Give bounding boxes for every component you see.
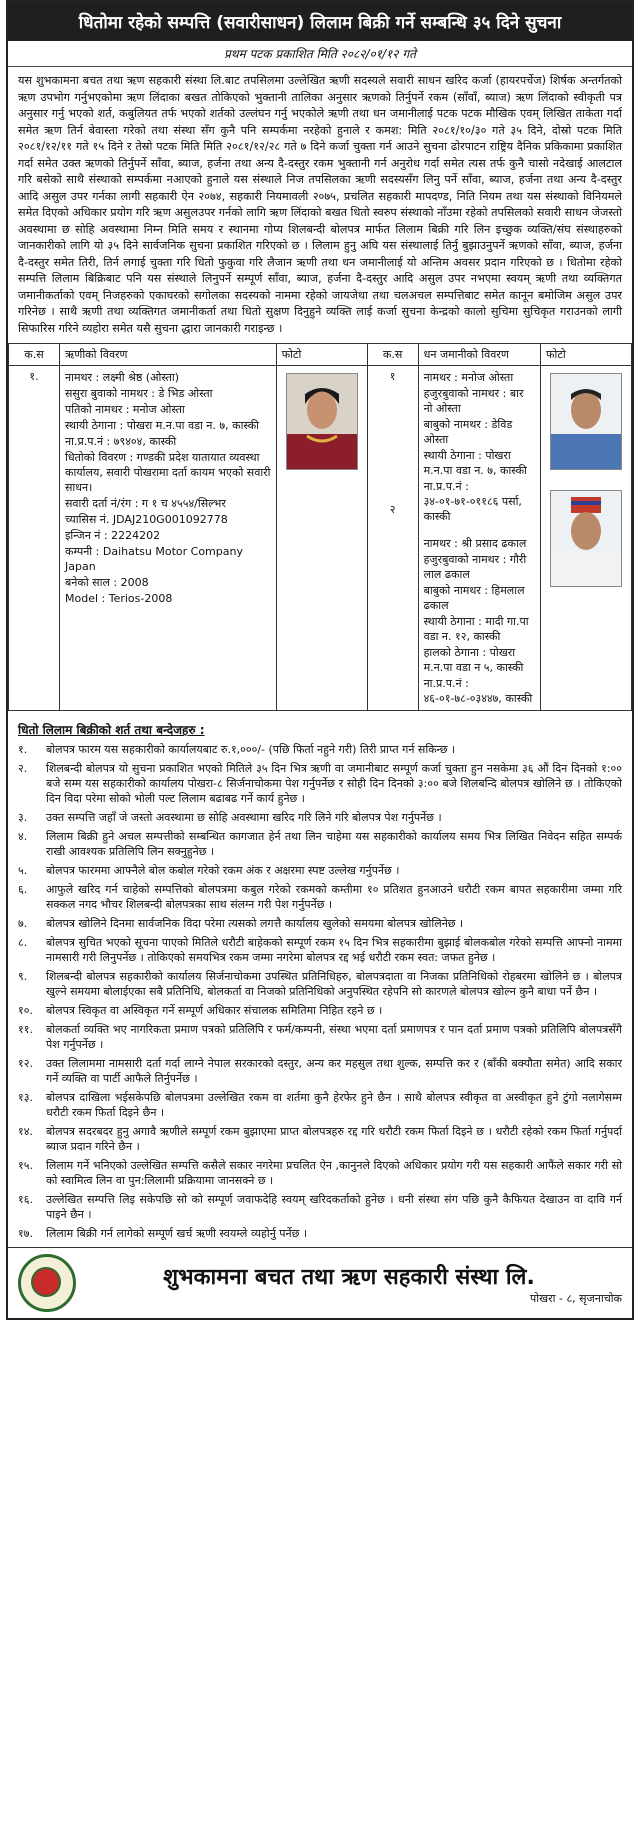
condition-number: ५. — [18, 864, 28, 877]
condition-text: उल्लेखित सम्पत्ति लिइ सकेपछि सो को सम्पूर्ण जवाफदेहि स्वयम् खरिदकर्ताको हुनेछ । धनी संस्था संग पछि कुनै कैफियत देखाउन वा दावि गर्न पाइने छैन । — [46, 1193, 622, 1221]
detail-line: पतिको नामथर : मनोज ओस्ता — [65, 403, 185, 416]
condition-number: १५. — [18, 1159, 33, 1172]
condition-number: १०. — [18, 1004, 33, 1017]
condition-text: शिलबन्दी बोलपत्र सहकारीको कार्यालय सिर्जनाचोकमा उपस्थित प्रतिनिधिहरु, बोलपत्रदाता वा निजका प्रतिनिधिको रोहबरमा खोलिने छ । बोलपत्र खुल्ने समयमा बोलाईएका सबै प्रतिनिधि, बोलकर्ता वा निजको प्रतिनिधिको अनुपस्थित रहेपनि सो कारणले बोलपत्र खोल्न कुनै बाधा पर्ने छैन । — [46, 970, 622, 998]
guarantor-sn-cell — [367, 366, 418, 711]
condition-item — [18, 969, 622, 999]
condition-item — [18, 863, 622, 878]
condition-item — [18, 1090, 622, 1120]
condition-number: ९. — [18, 970, 28, 983]
detail-line: हजुरबुवाको नामथर : गौरी लाल ढकाल — [423, 553, 527, 581]
table-header-row — [9, 344, 632, 366]
condition-number: ७. — [18, 917, 28, 930]
detail-line: हालको ठेगाना : पोखरा म.न.पा वडा न ५, कास्की — [423, 646, 524, 674]
detail-line: ना.प्र.प.नं : ४६-०१-७८-०३४४७, कास्की — [423, 677, 533, 705]
detail-line: बाबुको नामथर : डेविड ओस्ता — [423, 418, 513, 446]
condition-item — [18, 1124, 622, 1154]
borrower-photo — [286, 373, 358, 470]
condition-number: ११. — [18, 1023, 33, 1036]
detail-line: हजुरबुवाको नामथर : बार नो ओस्ता — [423, 387, 524, 415]
condition-text: बोलपत्र दाखिला भईसकेपछि बोलपत्रमा उल्लेखित रकम वा शर्तमा कुनै हेरफेर हुने छैन । साथै बोलपत्र स्वीकृत वा अस्वीकृत हुने टुंगो नलागेसम्म धरौटी रकम फिर्ता दिइने छैन । — [46, 1091, 622, 1119]
condition-number: ६. — [18, 883, 28, 896]
detail-line: नामथर : मनोज ओस्ता — [423, 371, 514, 384]
condition-item — [18, 1226, 622, 1241]
guarantor-photo — [550, 373, 622, 470]
condition-item — [18, 829, 622, 859]
borrower-details — [60, 366, 277, 711]
detail-line: ना.प्र.प.नं : ३४-०१-७१-०११८६ पर्सा, कास्की — [423, 480, 522, 523]
condition-text: बोलपत्र सदरबदर हुनु अगावै ऋणीले सम्पूर्ण रकम बुझाएमा प्राप्त बोलपत्रहरु रद्द गरि धरौटी रकम फिर्ता दिइने छ । धरौटी रहेको रकम फिर्ता गर्नुपर्दा ब्याज प्रदान गरिने छैन । — [46, 1125, 622, 1153]
condition-text: लिलाम बिक्री गर्न लागेको सम्पूर्ण खर्च ऋणी स्वयम्ले व्यहोर्नु पर्नेछ । — [46, 1227, 308, 1240]
condition-text: बोलपत्र फारम यस सहकारीको कार्यालयबाट रु.१,०००/- (पछि फिर्ता नहुने गरी) तिरी प्राप्त गर्न सकिन्छ । — [46, 743, 456, 756]
col-guarantor: धन जमानीको विवरण — [418, 344, 540, 366]
condition-item — [18, 916, 622, 931]
col-sn: क.स — [9, 344, 60, 366]
detail-line: धितोको विवरण : गण्डकी प्रदेश यातायात व्यवस्था कार्यालय, सवारी पोखरामा दर्ता कायम भएको सवारी साधन। — [65, 451, 271, 494]
condition-text: लिलाम बिक्री हुने अचल सम्पत्तीको सम्बन्धित कागजात हेर्न तथा लिन चाहेमा यस सहकारीको कार्यालय समय भित्र लिखित निवेदन सहित सम्पर्क राखी आवश्यक प्रतिलिपि लिन सक्नुहुनेछ । — [46, 830, 622, 858]
condition-text: लिलाम गर्ने भनिएको उल्लेखित सम्पत्ति कसैले सकार नगरेमा प्रचलित ऐन ,कानुनले दिएको अधिकार प्रयोग गरी यस सहकारी आफैंले सकार गरी सो को स्वामित्व लिन वा पुन:लिलामी प्रक्रियामा जानसक्ने छ । — [46, 1159, 622, 1187]
condition-text: बोलपत्र खोलिने दिनमा सार्वजनिक विदा परेमा त्यसको लगत्तै कार्यालय खुलेको समयमा बोलपत्र खोलिनेछ । — [46, 917, 464, 930]
detail-line: ना.प्र.प.नं : ७९४०४, कास्की — [65, 435, 177, 448]
guarantor-details — [418, 366, 540, 711]
detail-line: च्यासिस नं. JDAJ210G001092778 — [65, 513, 228, 526]
condition-number: ४. — [18, 830, 28, 843]
condition-text: उक्त सम्पत्ति जहाँ जे जस्तो अवस्थामा छ सोहि अवस्थामा खरिद गरि लिने गरि बोलपत्र पेश गर्नुपर्नेछ । — [46, 811, 442, 824]
detail-line: नामथर : लक्ष्मी श्रेष्ठ (ओस्ता) — [65, 371, 180, 384]
detail-line: इन्जिन नं : 2224202 — [65, 529, 161, 542]
condition-text: बोलपत्र सुचित भएको सूचना पाएको मितिले धरौटी बाहेकको सम्पूर्ण रकम १५ दिन भित्र सहकारीमा बुझाई बोलकबोल गरेको सम्पत्ति आफ्नो नाममा नामसारी गरी लिनुपर्नेछ । तोकिएको समयभित्र रकम जम्मा नगरेमा बोलपत्र रद्द भई धरौटी रकम स्वत: जफत हुनेछ । — [46, 936, 622, 964]
condition-item — [18, 1022, 622, 1052]
table-row — [9, 366, 632, 711]
detail-line: नामथर : श्री प्रसाद ढकाल — [423, 537, 527, 550]
condition-item — [18, 810, 622, 825]
condition-item — [18, 1192, 622, 1222]
publish-date: प्रथम पटक प्रकाशित मिति २०८२/०१/१२ गते — [8, 41, 632, 67]
borrower-photo-cell — [276, 366, 367, 711]
col-photo: फोटो — [276, 344, 367, 366]
condition-number: १६. — [18, 1193, 33, 1206]
condition-item — [18, 935, 622, 965]
details-table — [8, 343, 632, 711]
condition-item — [18, 1056, 622, 1086]
condition-text: बोलपत्र स्विकृत वा अस्विकृत गर्ने सम्पूर्ण अधिकार संचालक समितिमा निहित रहने छ । — [46, 1004, 383, 1017]
condition-number: ३. — [18, 811, 28, 824]
borrower-sn: १. — [9, 366, 60, 711]
detail-line: बनेको साल : 2008 — [65, 576, 149, 589]
detail-line: स्थायी ठेगाना : पोखरा म.न.पा वडा न. ७, कास्की — [423, 449, 527, 477]
col-borrower: ऋणीको विवरण — [60, 344, 277, 366]
org-name: शुभकामना बचत तथा ऋण सहकारी संस्था लि. — [163, 1264, 535, 1290]
org-logo — [18, 1254, 76, 1312]
conditions-list — [8, 742, 632, 1241]
detail-line: कम्पनी : Daihatsu Motor Company Japan — [65, 545, 243, 573]
guarantor-photo — [550, 490, 622, 587]
conditions-heading: धितो लिलाम बिक्रीको शर्त तथा बन्देजहरु : — [18, 723, 205, 737]
detail-line: स्थायी ठेगाना : मादी गा.पा वडा न. १२, कास्की — [423, 615, 529, 643]
condition-number: १२. — [18, 1057, 33, 1070]
condition-item — [18, 742, 622, 757]
condition-text: आफुले खरिद गर्न चाहेको सम्पत्तिको बोलपत्रमा कबुल गरेको रकमको कम्तीमा १० प्रतिशत हुनआउने धरौटी रकम बापत सहकारीमा जम्मा गरि सक्कल नगद भौचर शिलबन्दी बोलपत्रका साथ संलग्न गरी पेश गर्नुपर्नेछ । — [46, 883, 622, 911]
condition-item — [18, 882, 622, 912]
detail-line: सवारी दर्ता नं/रंग : ग १ च ४५५४/सिल्भर — [65, 497, 226, 510]
col-sn-2: क.स — [367, 344, 418, 366]
condition-text: शिलबन्दी बोलपत्र यो सुचना प्रकाशित भएको मितिले ३५ दिन भित्र ऋणी वा जमानीबाट सम्पूर्ण कर्जा चुक्ता हुन नसकेमा ३६ औं दिन दिनको १:०० बजे सम्म यस सहकारीको कार्यालय पोखरा-८ सिर्जनाचोकमा पेश गर्नुपर्नेछ र सोही दिन दिनको ३:०० बजे शिलबन्दि बोलपत्र खोलिने छ । तोकिएको दिन विदा परेमा सोको भोली पल्ट लिलाम बढाबढ गर्ने कार्य हुनेछ । — [46, 762, 622, 805]
footer — [8, 1247, 632, 1318]
notice-title: धितोमा रहेको सम्पत्ति (सवारीसाधन) लिलाम बिक्री गर्ने सम्बन्धि ३५ दिने सुचना — [8, 2, 632, 41]
condition-text: बोलकर्ता व्यक्ति भए नागरिकता प्रमाण पत्रको प्रतिलिपि र फर्म/कम्पनी, संस्था भएमा दर्ता प्रमाणपत्र र पान दर्ता प्रमाण पत्रको प्रतिलिपि बोलपत्रसँगै पेश गर्नुपर्नेछ । — [46, 1023, 622, 1051]
guarantor-sn: १ — [389, 370, 396, 383]
condition-number: १३. — [18, 1091, 33, 1104]
detail-line: बाबुको नामथर : हिमलाल ढकाल — [423, 584, 525, 612]
notice-body: यस शुभकामना बचत तथा ऋण सहकारी संस्था लि.बाट तपसिलमा उल्लेखित ऋणी सदस्यले सवारी साधन खरिद कर्जा (हायरपर्चेज) शिर्षक अन्तर्गतको ऋण उपभोग गर्नुभएकोमा ऋण लिंदाका बखत तोकिएको भुक्तानी तालिका अनुसार ऋणको तिर्नुपर्ने रकम (साँवाँ, ब्याज) ऋण लिंदाको स्वीकृती पत्र अनुसार गर्नु भएको शर्त, कबुलियत तर्फ भएको शर्तको उल्लंघन गर्नु भएकोले ऋणी तथा धन जमानीलाई पटक पटक मौखिक एवम् लिखित ताकेता गर्दा समेत ऋण तिर्न बेवास्ता गरेको तथा संस्था सँग कुनै पनि सम्पर्कमा नरहेको हुनाले र कमश: मिति २०८१/१०/३० गते ३५ दिने, दोस्रो पटक मिति २०८१/१२/११ गते १५ दिने र तेस्रो पटक मिति मिति २०८१/१२/२८ गते ७ दिने कर्जा चुक्ता गर्न आउने सुचना ढोरपाटन राष्ट्रिय दैनिक प्रकिकामा प्रकाशित गर्दा समेत उक्त ऋणको तिर्नुपर्ने साँवा, ब्याज, हर्जना तथा अन्य दै-दस्तुर रकम भुक्तानी गर्न अनुरोध गर्दा समेत त्यस तर्फ कुनै चासो नदेखाई आलटाल गरि बसेको साथै संस्थाको सम्पर्कमा नआएको हुनाले यस संस्थाले निज तपसिलका ऋणी सदस्यसँग लिनु पर्ने साँवा, ब्याज, हर्जना तथा अन्य दै-दस्तुर आदि असुल उपर गर्नका लागी सहकारी ऐन २०७४, सहकारी नियमावली २०७५, प्रचलित सहकारी मापदण्ड, निति नियम तथा यस संस्थाको विनियमले समेत दिएको अधिकार प्रयोग गरि ऋण असुलउपर गर्नको लागि ऋण लिंदाको बखत धितो स्वरुप संस्थाको नाँउमा रहेको तपसिलको सवारी साधन जेजस्तो अवस्थामा छ सोहि अवस्थामा निम्न मिति समय र स्थानमा गोप्य शिलबन्दी बोलपत्र मार्फत लिलाम बिक्री गरि लिन इच्छुक व्यक्ति/संघ संस्थाहरुको जानकारीको लागि यो ३५ दिने सार्वजनिक सुचना प्रकाशित गरिएको छ । लिलाम हुनु अघि यस संस्थालाई तिर्नु बुझाउनुपर्ने ऋणको साँवा, ब्याज, हर्जना दै-दस्तुर समेत तिरी, तिर्न लगाई चुक्ता गरि धितो फुकुवा गरि लैजान ऋणी तथा धन जमानीलाई यो अन्तिम अवसर प्रदान गरिएको छ । धितोमा रहेको सम्पत्ति लिलाम बिक्रिबाट पनि यस संस्थाले लिनुपर्ने सम्पूर्ण साँवा, ब्याज, हर्जना दै-दस्तुर आदि असुल उपर नभएमा स्वयम् ऋणी तथा व्यक्तिगत जमानीकर्ताको एवम् निजहरुको एकाघरको सगोलका सदस्यको नाममा रहेको जायजेथा तथा चलअचल सम्पत्तिबाट समेत कानून बमोजिम असुल उपर गरिनेछ । साथै ऋणी तथा व्यक्तिगत जमानीकर्ता तथा धितो सुक्षण दिनुहुने व्यक्ति लाई कर्जा सुचना केन्द्रको कालो सुचिमा सुचिकृत गराउनको लागी सिफारिस गरिने व्यहोरा समेत यसै सुचना द्धारा जानकारी गराइन्छ । — [18, 74, 622, 335]
condition-item — [18, 761, 622, 806]
condition-item — [18, 1158, 622, 1188]
condition-number: ८. — [18, 936, 28, 949]
condition-number: १७. — [18, 1227, 33, 1240]
condition-number: २. — [18, 762, 28, 775]
detail-line: Model : Terios-2008 — [65, 592, 173, 605]
guarantor-sn: २ — [389, 503, 396, 516]
condition-number: १. — [18, 743, 28, 756]
org-address: पोखरा - ८, सृजनाचोक — [530, 1291, 622, 1305]
condition-text: बोलपत्र फारममा आफ्नैले बोल कबोल गरेको रकम अंक र अक्षरमा स्पष्ट उल्लेख गर्नुपर्नेछ । — [46, 864, 400, 877]
col-photo-2: फोटो — [541, 344, 632, 366]
condition-text: उक्त लिलाममा नामसारी दर्ता गर्दा लाग्ने नेपाल सरकारको दस्तुर, अन्य कर महसुल तथा शुल्क, सम्पत्ति कर र (बाँकी बक्यौता समेत) आदि सकार गर्ने व्यक्ति वा पार्टी आफैले तिर्नुपर्नेछ । — [46, 1057, 622, 1085]
guarantor-photo-cell — [541, 366, 632, 711]
notice-page — [6, 0, 634, 1320]
detail-line: स्थायी ठेगाना : पोखरा म.न.पा वडा न. ७, कास्की — [65, 419, 259, 432]
condition-item — [18, 1003, 622, 1018]
detail-line: ससुरा बुवाको नामथर : डे भिड ओस्ता — [65, 387, 213, 400]
condition-number: १४. — [18, 1125, 33, 1138]
